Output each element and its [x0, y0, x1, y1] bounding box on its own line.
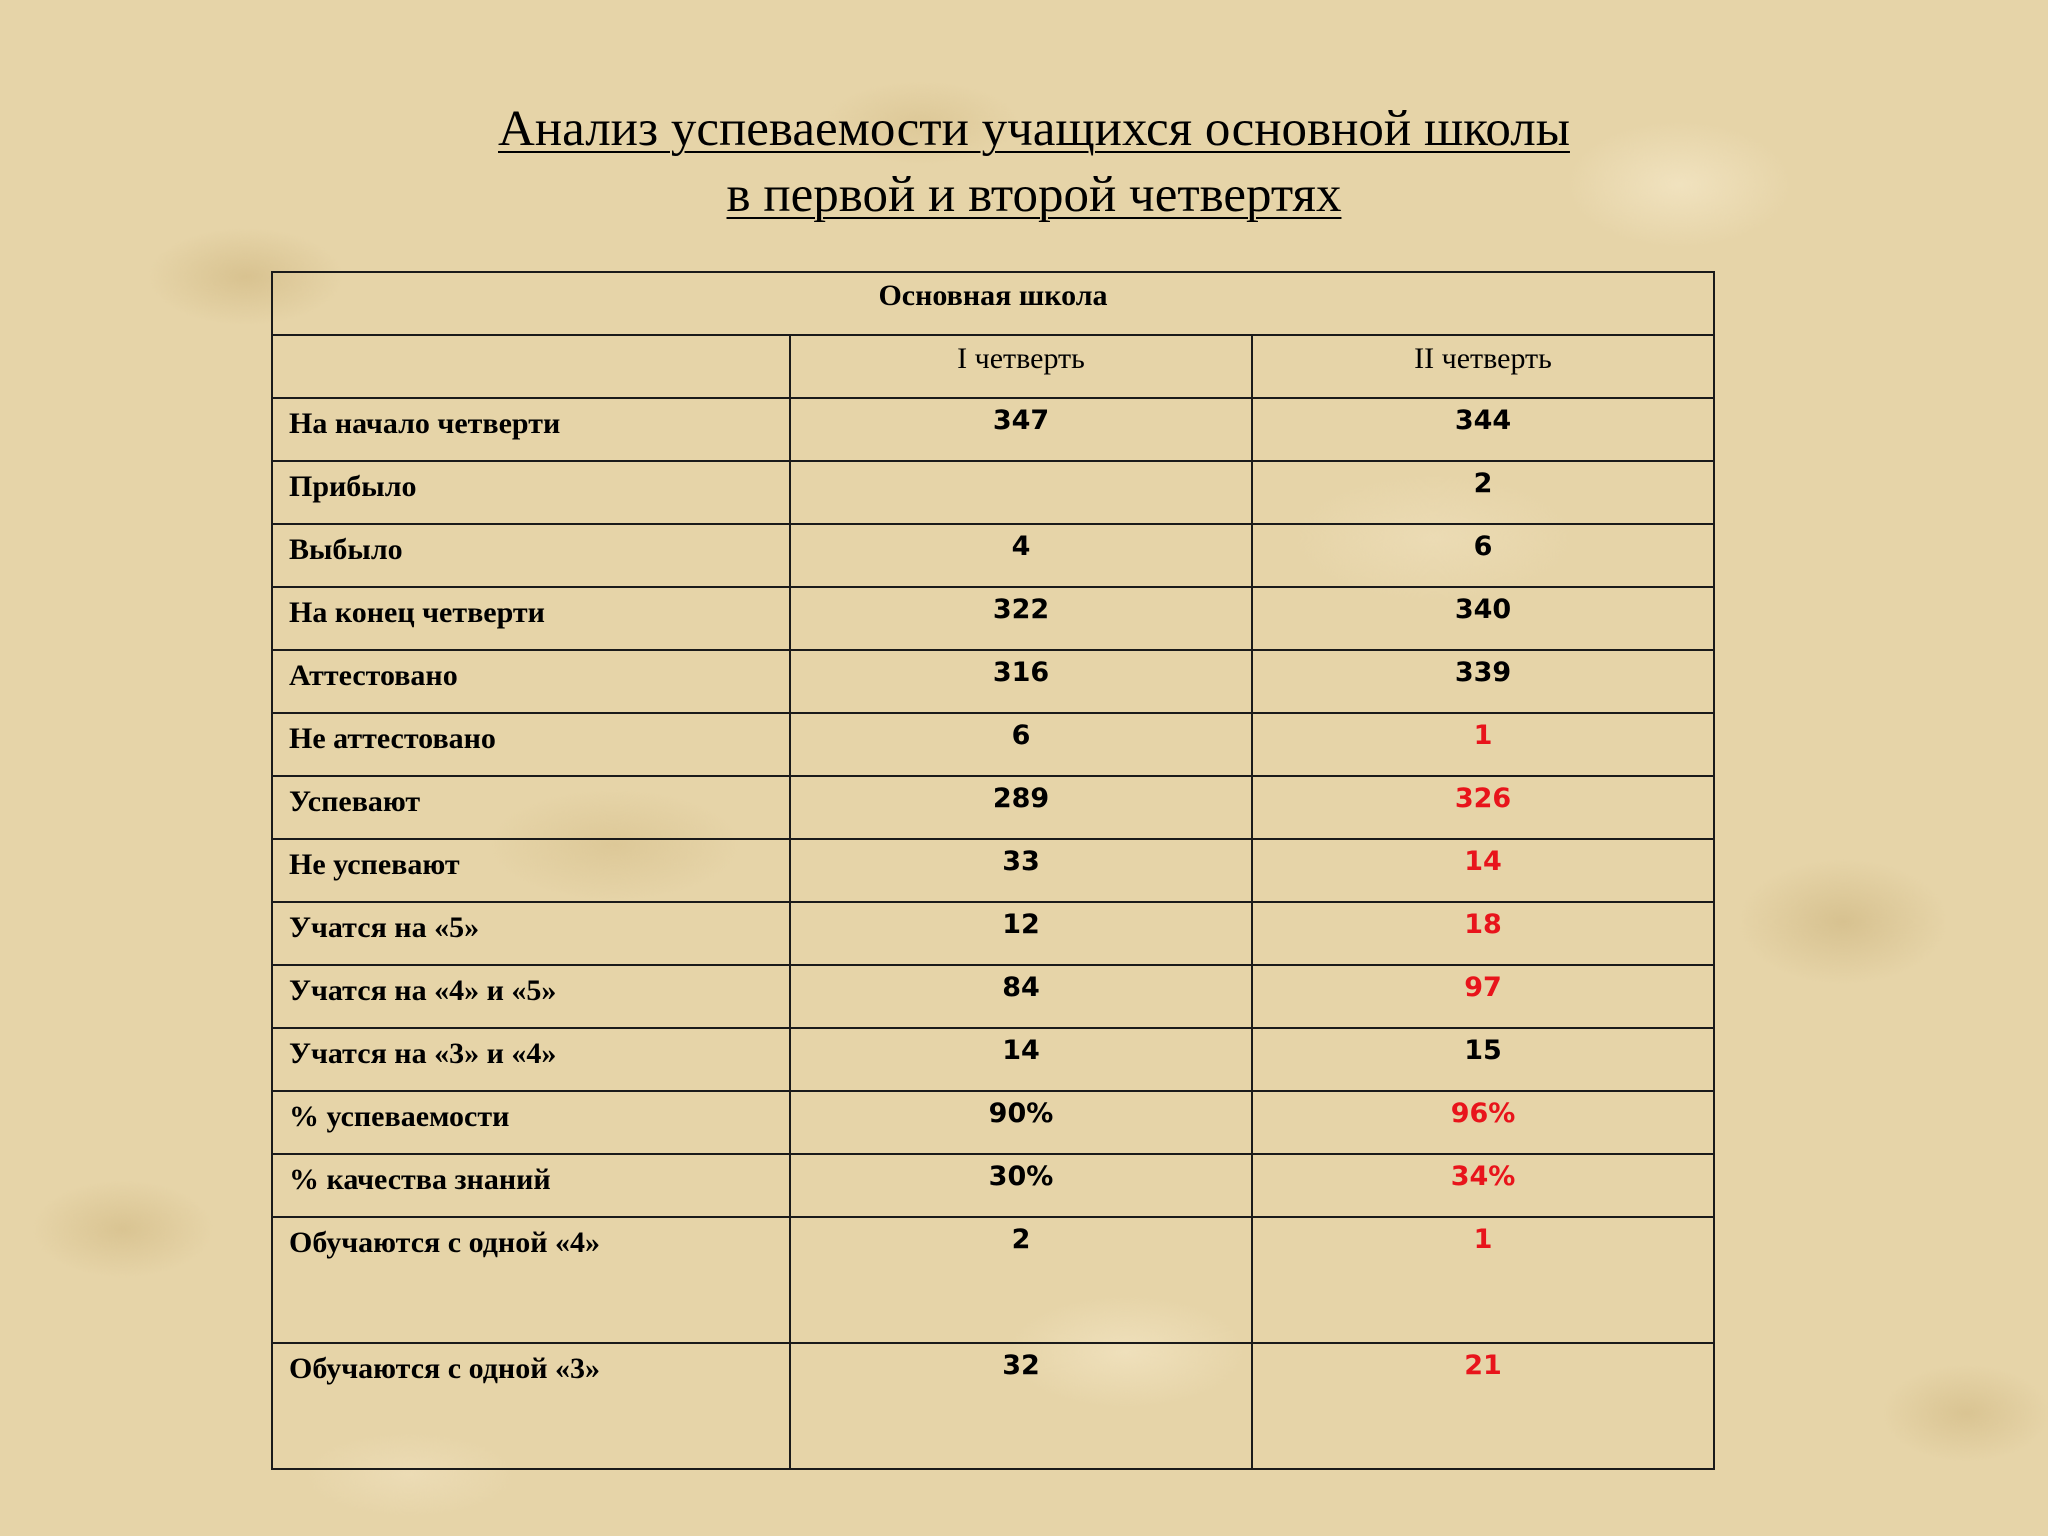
column-header-row	[272, 335, 1714, 398]
q1-value: 316	[790, 650, 1252, 713]
table-row	[272, 587, 1714, 650]
q1-value: 32	[790, 1343, 1252, 1469]
row-label: Обучаются с одной «3»	[272, 1343, 790, 1469]
table-row	[272, 1217, 1714, 1343]
row-label: Прибыло	[272, 461, 790, 524]
q2-value: 96%	[1252, 1091, 1714, 1154]
q1-value: 289	[790, 776, 1252, 839]
q2-value: 97	[1252, 965, 1714, 1028]
title-line-1: Анализ успеваемости учащихся основной школы	[498, 101, 1570, 157]
q2-value: 344	[1252, 398, 1714, 461]
q1-value	[790, 461, 1252, 524]
row-label: Учатся на «4» и «5»	[272, 965, 790, 1028]
q2-value: 18	[1252, 902, 1714, 965]
table-row	[272, 461, 1714, 524]
q1-value: 12	[790, 902, 1252, 965]
table-row	[272, 839, 1714, 902]
row-label: % успеваемости	[272, 1091, 790, 1154]
q2-value: 326	[1252, 776, 1714, 839]
table-row	[272, 713, 1714, 776]
row-label: На конец четверти	[272, 587, 790, 650]
row-label: Учатся на «3» и «4»	[272, 1028, 790, 1091]
q1-value: 347	[790, 398, 1252, 461]
row-label: Учатся на «5»	[272, 902, 790, 965]
q2-value: 34%	[1252, 1154, 1714, 1217]
column-header-q2: II четверть	[1252, 335, 1714, 398]
q2-value: 1	[1252, 713, 1714, 776]
q2-value: 1	[1252, 1217, 1714, 1343]
q2-value: 340	[1252, 587, 1714, 650]
table-row	[272, 1154, 1714, 1217]
row-label: Не успевают	[272, 839, 790, 902]
row-label: Выбыло	[272, 524, 790, 587]
q1-value: 6	[790, 713, 1252, 776]
table-row	[272, 1091, 1714, 1154]
q2-value: 21	[1252, 1343, 1714, 1469]
column-header-empty	[272, 335, 790, 398]
row-label: Обучаются с одной «4»	[272, 1217, 790, 1343]
table-row	[272, 965, 1714, 1028]
table-row	[272, 524, 1714, 587]
q1-value: 30%	[790, 1154, 1252, 1217]
row-label: Аттестовано	[272, 650, 790, 713]
q1-value: 4	[790, 524, 1252, 587]
section-header-row	[272, 272, 1714, 335]
row-label: % качества знаний	[272, 1154, 790, 1217]
table-row	[272, 1028, 1714, 1091]
q1-value: 14	[790, 1028, 1252, 1091]
row-label: На начало четверти	[272, 398, 790, 461]
q1-value: 322	[790, 587, 1252, 650]
q1-value: 90%	[790, 1091, 1252, 1154]
table-row	[272, 398, 1714, 461]
table-row	[272, 1343, 1714, 1469]
table-row	[272, 902, 1714, 965]
column-header-q1: I четверть	[790, 335, 1252, 398]
row-label: Успевают	[272, 776, 790, 839]
q2-value: 15	[1252, 1028, 1714, 1091]
q1-value: 2	[790, 1217, 1252, 1343]
q2-value: 2	[1252, 461, 1714, 524]
row-label: Не аттестовано	[272, 713, 790, 776]
q1-value: 33	[790, 839, 1252, 902]
q2-value: 6	[1252, 524, 1714, 587]
q2-value: 14	[1252, 839, 1714, 902]
title-line-2: в первой и второй четвертях	[726, 167, 1342, 223]
page-title	[0, 96, 2048, 228]
section-header: Основная школа	[272, 272, 1714, 335]
q1-value: 84	[790, 965, 1252, 1028]
table-row	[272, 776, 1714, 839]
q2-value: 339	[1252, 650, 1714, 713]
table-row	[272, 650, 1714, 713]
performance-table	[271, 271, 1715, 1470]
